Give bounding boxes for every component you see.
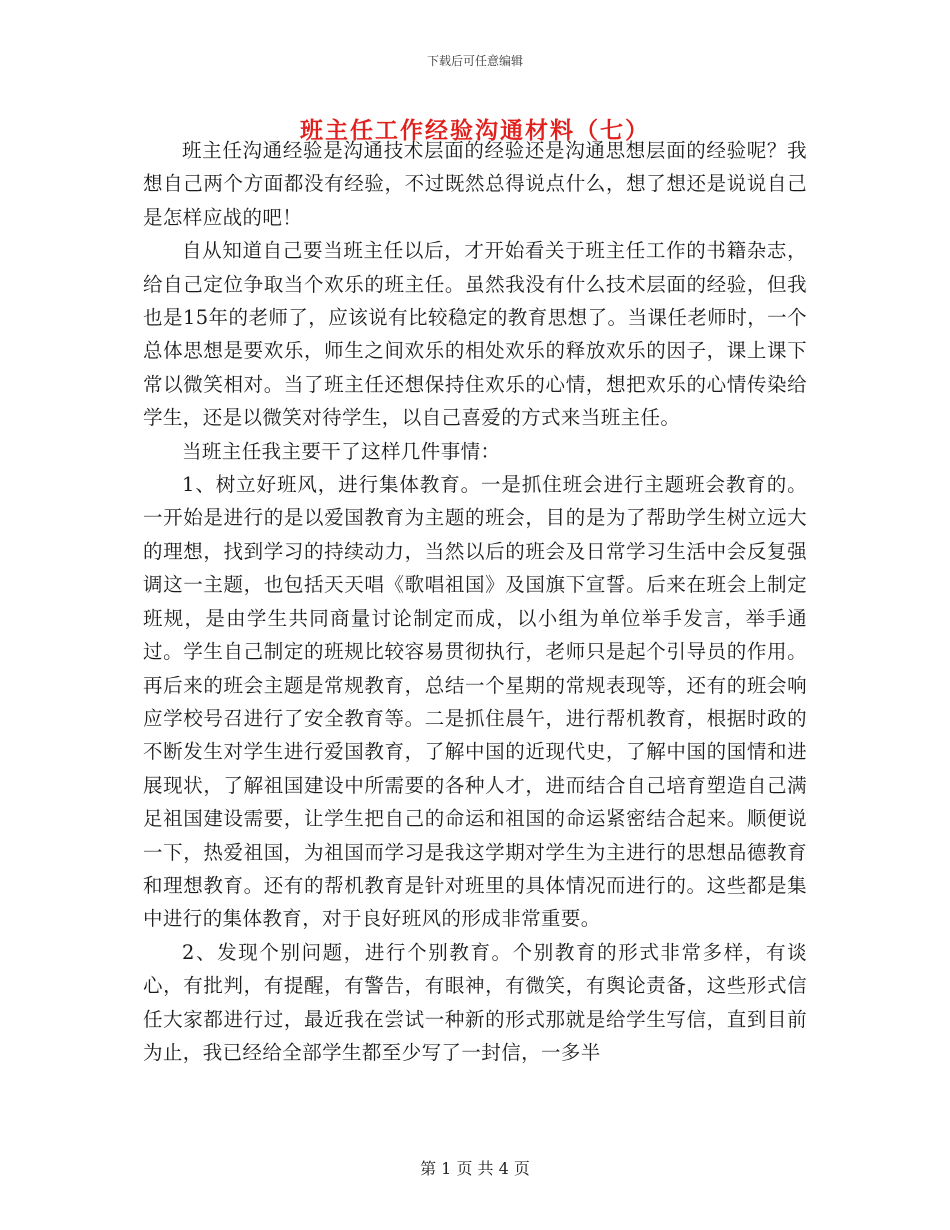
paragraph: 当班主任我主要干了这样几件事情： [182,439,501,463]
document-body [143,134,807,1069]
paragraph: 1、树立好班风，进行集体教育。一是抓住班会进行主题班会教育的。一开始是进行的是以爱国教育为主题的班会，目的是为了帮助学生树立远大的理想，找到学习的持续动力，当然以后的班会及日常学习生活中会反复强调这一主题，也包括天天唱《歌唱祖国》及国旗下宣誓。后来在班会上制定班规，是由学生共同商量讨论制定而成，以小组为单位举手发言，举手通过。学生自己制定的班规比较容易贯彻执行，老师只是起个引导员的作用。再后来的班会主题是常规教育，总结一个星期的常规表现等，还有的班会响应学校号召进行了安全教育等。二是抓住晨午，进行帮机教育，根据时政的不断发生对学生进行爱国教育，了解中国的近现代史，了解中国的国情和进展现状，了解祖国建设中所需要的各种人才，进而结合自己培育塑造自己满足祖国建设需要，让学生把自己的命运和祖国的命运紧密结合起来。顺便说一下，热爱祖国，为祖国而学习是我这学期对学生为主进行的思想品德教育和理想教育。还有的帮机教育是针对班里的具体情况而进行的。这些都是集中进行的集体教育，对于良好班风的形成非常重要。 [143,473,807,931]
paragraph: 自从知道自己要当班主任以后，才开始看关于班主任工作的书籍杂志，给自己定位争取当个欢乐的班主任。虽然我没有什么技术层面的经验，但我也是15年的老师了，应该说有比较稳定的教育思想了。当课任老师时，一个总体思想是要欢乐，师生之间欢乐的相处欢乐的释放欢乐的因子，课上课下常以微笑相对。当了班主任还想保持住欢乐的心情，想把欢乐的心情传染给学生，还是以微笑对待学生，以自己喜爱的方式来当班主任。 [143,239,807,430]
document-title: 班主任工作经验沟通材料（七） [300,118,650,144]
paragraph: 班主任沟通经验是沟通技术层面的经验还是沟通思想层面的经验呢？我想自己两个方面都没有经验，不过既然总得说点什么，想了想还是说说自己是怎样应战的吧！ [143,139,807,229]
paragraph: 2、发现个别问题，进行个别教育。个别教育的形式非常多样，有谈心，有批判，有提醒，有警告，有眼神，有微笑，有舆论责备，这些形式信任大家都进行过，最近我在尝试一种新的形式那就是给学生写信，直到目前为止，我已经给全部学生都至少写了一封信，一多半 [143,940,807,1064]
page-header-note: 下载后可任意编辑 [426,54,523,68]
page-number-footer: 第 1 页 共 4 页 [420,1159,530,1178]
